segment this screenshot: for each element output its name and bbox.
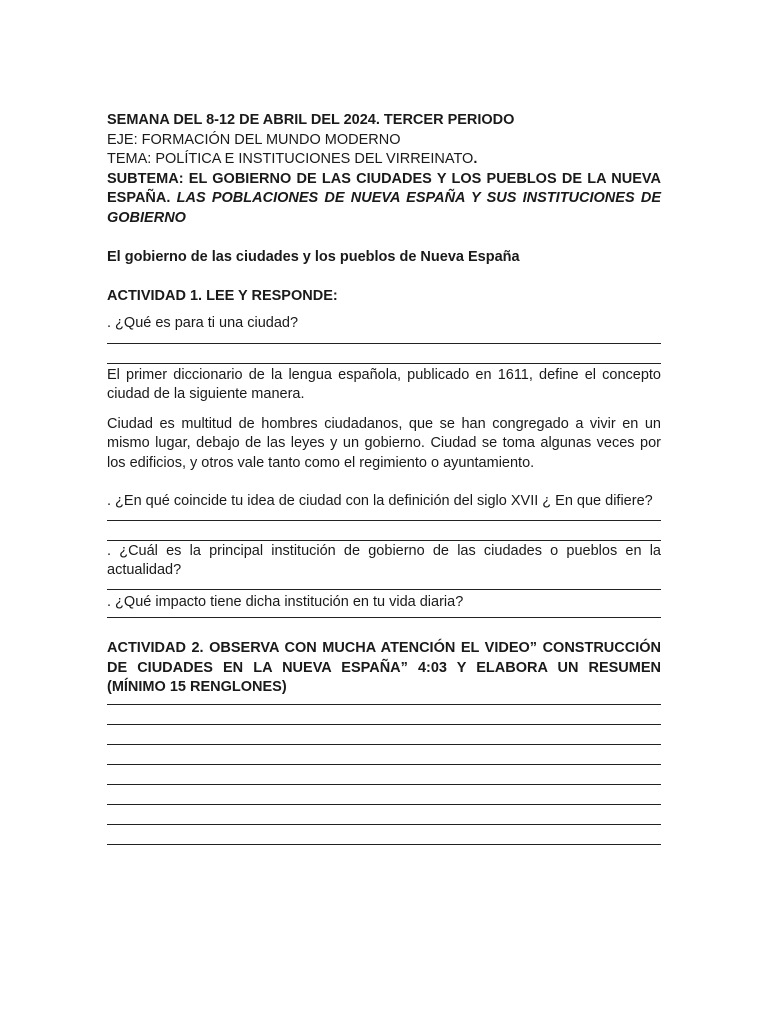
question-4: . ¿Qué impacto tiene dicha institución en tu vida diaria? <box>107 593 464 610</box>
question-2: . ¿En qué coincide tu idea de ciudad con la definición del siglo XVII ¿ En que difiere? <box>107 493 653 509</box>
spacer <box>107 228 661 248</box>
summary-line[interactable] <box>107 744 661 745</box>
summary-line[interactable] <box>107 824 661 825</box>
question-1: . ¿Qué es para ti una ciudad? <box>107 315 299 331</box>
subtema-line <box>107 170 661 229</box>
actividad2-title: ACTIVIDAD 2. OBSERVA CON MUCHA ATENCIÓN EL VIDEO” CONSTRUCCIÓN DE CIUDADES EN LA NUEVA ESPAÑA” 4:03 Y ELABORA UN RESUMEN (MÍNIMO 15 RENGLONES) <box>107 640 661 695</box>
summary-line[interactable] <box>107 764 661 765</box>
answer-line[interactable] <box>107 520 661 521</box>
answer-line[interactable] <box>107 343 661 344</box>
tema-text: TEMA: POLÍTICA E INSTITUCIONES DEL VIRREINATO <box>107 151 474 167</box>
actividad1-title: ACTIVIDAD 1. LEE Y RESPONDE: <box>107 287 338 304</box>
question-3: . ¿Cuál es la principal institución de gobierno de las ciudades o pueblos en la actualidad? <box>107 542 661 578</box>
eje-line: EJE: FORMACIÓN DEL MUNDO MODERNO <box>107 131 401 148</box>
subtema-italic: LAS POBLACIONES DE NUEVA ESPAÑA Y SUS INSTITUCIONES DE GOBIERNO <box>107 190 661 226</box>
paragraph-2: Ciudad es multitud de hombres ciudadanos, que se han congregado a vivir en un mismo lugar, debajo de las leyes y un gobierno. Ciudad se toma algunas veces por los edificios, y otros vale tanto como el regimiento o ayuntamiento. <box>107 415 661 471</box>
summary-line[interactable] <box>107 804 661 805</box>
summary-line[interactable] <box>107 724 661 725</box>
paragraph-1: El primer diccionario de la lengua española, publicado en 1611, define el concepto ciudad de la siguiente manera. <box>107 366 661 402</box>
subtema-bold: SUBTEMA: EL GOBIERNO DE LAS CIUDADES Y LOS PUEBLOS DE LA NUEVA ESPAÑA. <box>107 170 661 206</box>
summary-line[interactable] <box>107 704 661 705</box>
summary-line[interactable] <box>107 784 661 785</box>
tema-period: . <box>473 151 478 167</box>
spacer <box>107 267 661 287</box>
semana-line: SEMANA DEL 8-12 DE ABRIL DEL 2024. TERCER PERIODO <box>107 112 515 128</box>
answer-line[interactable] <box>107 363 661 364</box>
tema-line <box>107 150 661 170</box>
answer-line[interactable] <box>107 617 661 618</box>
answer-line[interactable] <box>107 589 661 590</box>
answer-line[interactable] <box>107 540 661 541</box>
section-title: El gobierno de las ciudades y los pueblos de Nueva España <box>107 248 520 265</box>
document-page <box>107 111 661 845</box>
summary-line[interactable] <box>107 844 661 845</box>
